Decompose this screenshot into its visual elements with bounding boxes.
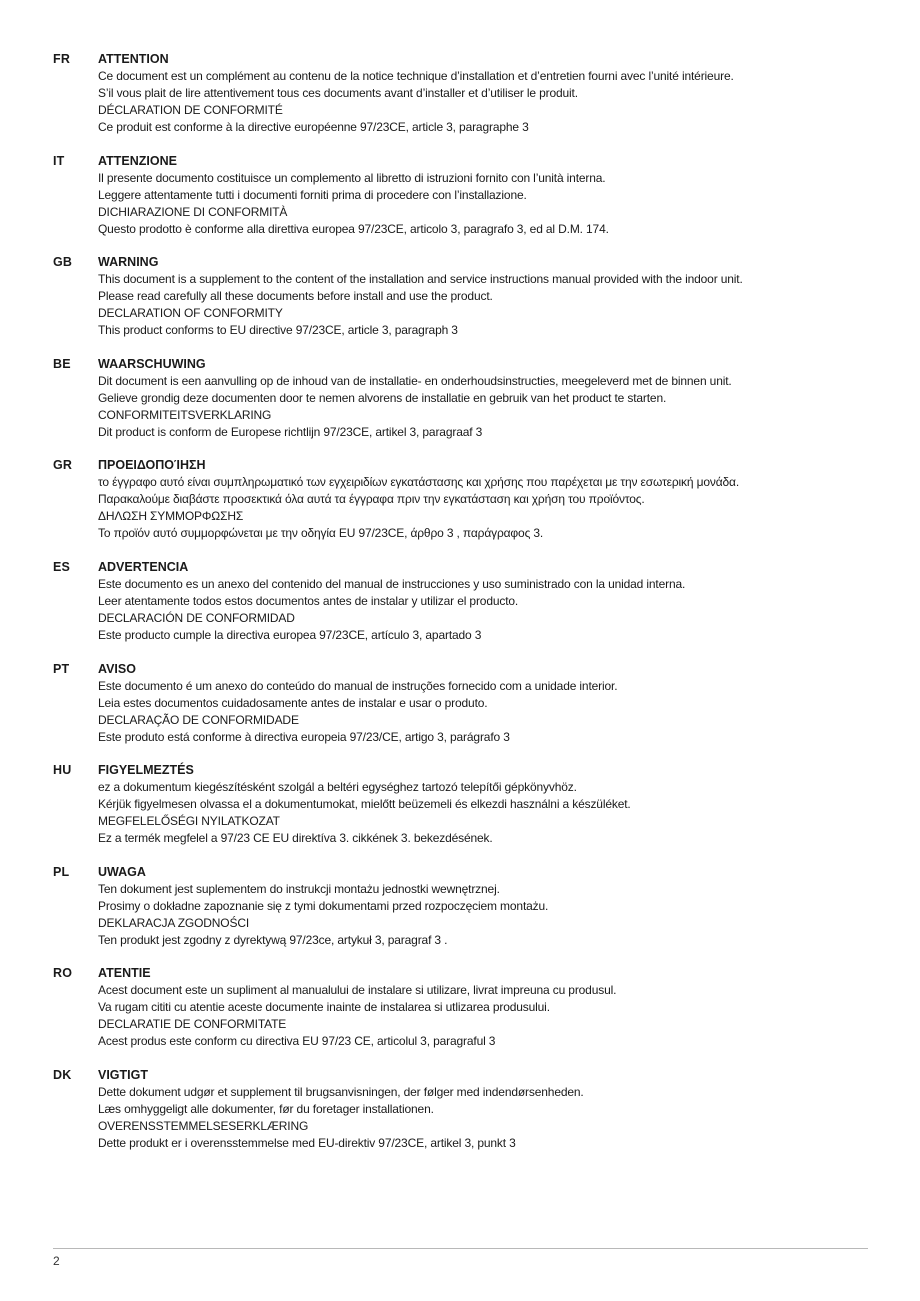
notice-text: Acest document este un supliment al manualului de instalare si utilizare, livrat impreuna cu produsul. [98, 983, 617, 998]
notice-text: ez a dokumentum kiegészítésként szolgál a beltéri egységhez tartozó telepítői gépkönyvhöz. [98, 780, 577, 795]
section-content [98, 762, 868, 847]
instruction-text: Prosimy o dokładne zapoznanie się z tymi dokumentami przed rozpoczęciem montażu. [98, 898, 549, 913]
language-section-ro [53, 965, 868, 1067]
section-content [98, 153, 868, 238]
instruction-text: Leia estes documentos cuidadosamente antes de instalar e usar o produto. [98, 695, 488, 710]
instruction-text: Please read carefully all these documents before install and use the product. [98, 289, 493, 304]
section-content [98, 864, 868, 949]
notice-text: This document is a supplement to the content of the installation and service instructions manual provided with the indoor unit. [98, 272, 743, 287]
section-heading: ATTENZIONE [98, 153, 177, 168]
notice-text: Ce document est un complément au contenu de la notice technique d’installation et d’entretien fourni avec l’unité intérieure. [98, 69, 734, 83]
conformity-title: DÉCLARATION DE CONFORMITÉ [98, 103, 283, 117]
section-content [98, 1067, 868, 1152]
conformity-statement: Ce produit est conforme à la directive européenne 97/23CE, article 3, paragraphe 3 [98, 120, 529, 134]
instruction-text: Leggere attentamente tutti i documenti forniti prima di procedere con l’installazione. [98, 187, 527, 202]
language-code: GB [53, 255, 73, 270]
section-heading: ADVERTENCIA [98, 559, 189, 574]
language-section-pl [53, 864, 868, 966]
conformity-title: DECLARAÇÃO DE CONFORMIDADE [98, 712, 299, 727]
language-section-dk [53, 1067, 868, 1169]
notice-text: Ten dokument jest suplementem do instrukcji montażu jednostki wewnętrznej. [98, 881, 500, 896]
instruction-text: S’il vous plait de lire attentivement tous ces documents avant d’installer et d’utiliser le produit. [98, 86, 578, 100]
section-heading: ATENTIE [98, 966, 151, 981]
instruction-text: Kérjük figyelmesen olvassa el a dokumentumokat, mielőtt beüzemeli és elkezdi használni a készüléket. [98, 797, 631, 812]
section-content [98, 559, 868, 644]
conformity-title: DECLARACIÓN DE CONFORMIDAD [98, 610, 295, 625]
instruction-text: Leer atentamente todos estos documentos antes de instalar y utilizar el producto. [98, 593, 519, 608]
conformity-title: DICHIARAZIONE DI CONFORMITÀ [98, 204, 288, 219]
conformity-title: DECLARATIE DE CONFORMITATE [98, 1017, 287, 1032]
section-content [98, 254, 868, 339]
notice-text: Este documento es un anexo del contenido del manual de instrucciones y uso suministrado con la unidad interna. [98, 576, 686, 591]
notice-text: Il presente documento costituisce un complemento al libretto di istruzioni fornito con l’unità interna. [98, 170, 606, 185]
language-code: RO [53, 966, 73, 981]
language-code: DK [53, 1067, 72, 1082]
language-section-be [53, 356, 868, 458]
conformity-title: MEGFELELŐSÉGI NYILATKOZAT [98, 814, 280, 829]
language-sections [53, 51, 868, 1169]
language-section-it [53, 153, 868, 255]
instruction-text: Παρακαλούμε διαβάστε προσεκτικά όλα αυτά τα έγγραφα πριν την εγκατάσταση και χρήση του προϊόντος. [98, 492, 645, 507]
conformity-title: CONFORMITEITSVERKLARING [98, 407, 272, 422]
language-code: IT [53, 153, 65, 168]
section-heading: WARNING [98, 255, 159, 270]
language-code: FR [53, 52, 71, 66]
conformity-statement: Acest produs este conform cu directiva EU 97/23 CE, articolul 3, paragraful 3 [98, 1034, 496, 1049]
conformity-statement: Ten produkt jest zgodny z dyrektywą 97/23ce, artykuł 3, paragraf 3 . [98, 932, 448, 947]
conformity-statement: Este producto cumple la directiva europea 97/23CE, artículo 3, apartado 3 [98, 627, 482, 642]
language-code: ES [53, 559, 71, 574]
language-code: PT [53, 661, 70, 676]
notice-text: Dit document is een aanvulling op de inhoud van de installatie- en onderhoudsinstructies, meegeleverd met de binnen unit. [98, 373, 732, 388]
notice-text: το έγγραφο αυτό είναι συμπληρωματικό των εγχειριδίων εγκατάστασης και χρήσης που παρέχεται με την εσωτερική μονάδα. [98, 475, 740, 490]
instruction-text: Va rugam cititi cu atentie aceste documente inainte de instalarea si utlizarea produsului. [98, 1000, 550, 1015]
language-section-pt [53, 661, 868, 763]
section-heading: WAARSCHUWING [98, 356, 206, 371]
page-number: 2 [53, 1254, 60, 1268]
language-code: GR [53, 458, 73, 473]
section-heading: ΠΡΟΕΙΔΟΠΟΊΗΣΗ [98, 458, 206, 473]
conformity-title: OVERENSSTEMMELSESERKLÆRING [98, 1118, 309, 1133]
instruction-text: Læs omhyggeligt alle dokumenter, før du foretager installationen. [98, 1101, 434, 1116]
section-heading: VIGTIGT [98, 1067, 148, 1082]
language-section-hu [53, 762, 868, 864]
conformity-statement: Dit product is conform de Europese richtlijn 97/23CE, artikel 3, paragraaf 3 [98, 424, 483, 439]
section-content [98, 51, 868, 136]
conformity-title: DECLARATION OF CONFORMITY [98, 306, 283, 321]
section-content [98, 965, 868, 1050]
language-section-gb [53, 254, 868, 356]
language-section-fr [53, 51, 868, 153]
section-heading: UWAGA [98, 864, 146, 879]
section-content [98, 457, 868, 542]
section-heading: AVISO [98, 661, 136, 676]
conformity-title: DEKLARACJA ZGODNOŚCI [98, 915, 250, 930]
section-content [98, 661, 868, 746]
footer-divider [53, 1248, 868, 1249]
conformity-title: ΔΗΛΩΣΗ ΣΥΜΜΟΡΦΩΣΗΣ [98, 509, 244, 524]
language-section-gr [53, 457, 868, 559]
conformity-statement: Το προϊόν αυτό συμμορφώνεται με την οδηγία EU 97/23CE, άρθρο 3 , παράγραφος 3. [98, 526, 544, 541]
conformity-statement: Ez a termék megfelel a 97/23 CE EU direktíva 3. cikkének 3. bekezdésének. [98, 831, 493, 846]
language-code: BE [53, 356, 71, 371]
conformity-statement: Este produto está conforme à directiva europeia 97/23/CE, artigo 3, parágrafo 3 [98, 729, 510, 744]
language-section-es [53, 559, 868, 661]
section-heading: ATTENTION [98, 52, 169, 66]
notice-text: Dette dokument udgør et supplement til brugsanvisningen, der følger med indendørsenheden. [98, 1084, 584, 1099]
instruction-text: Gelieve grondig deze documenten door te nemen alvorens de installatie en gebruik van het product te starten. [98, 390, 667, 405]
conformity-statement: Dette produkt er i overensstemmelse med EU-direktiv 97/23CE, artikel 3, punkt 3 [98, 1135, 516, 1150]
language-code: PL [53, 864, 70, 879]
section-content [98, 356, 868, 441]
conformity-statement: This product conforms to EU directive 97/23CE, article 3, paragraph 3 [98, 323, 458, 338]
language-code: HU [53, 763, 72, 778]
notice-text: Este documento é um anexo do conteúdo do manual de instruções fornecido com a unidade interior. [98, 678, 618, 693]
conformity-statement: Questo prodotto è conforme alla direttiva europea 97/23CE, articolo 3, paragrafo 3, ed al D.M. 174. [98, 221, 609, 236]
section-heading: FIGYELMEZTÉS [98, 763, 194, 778]
